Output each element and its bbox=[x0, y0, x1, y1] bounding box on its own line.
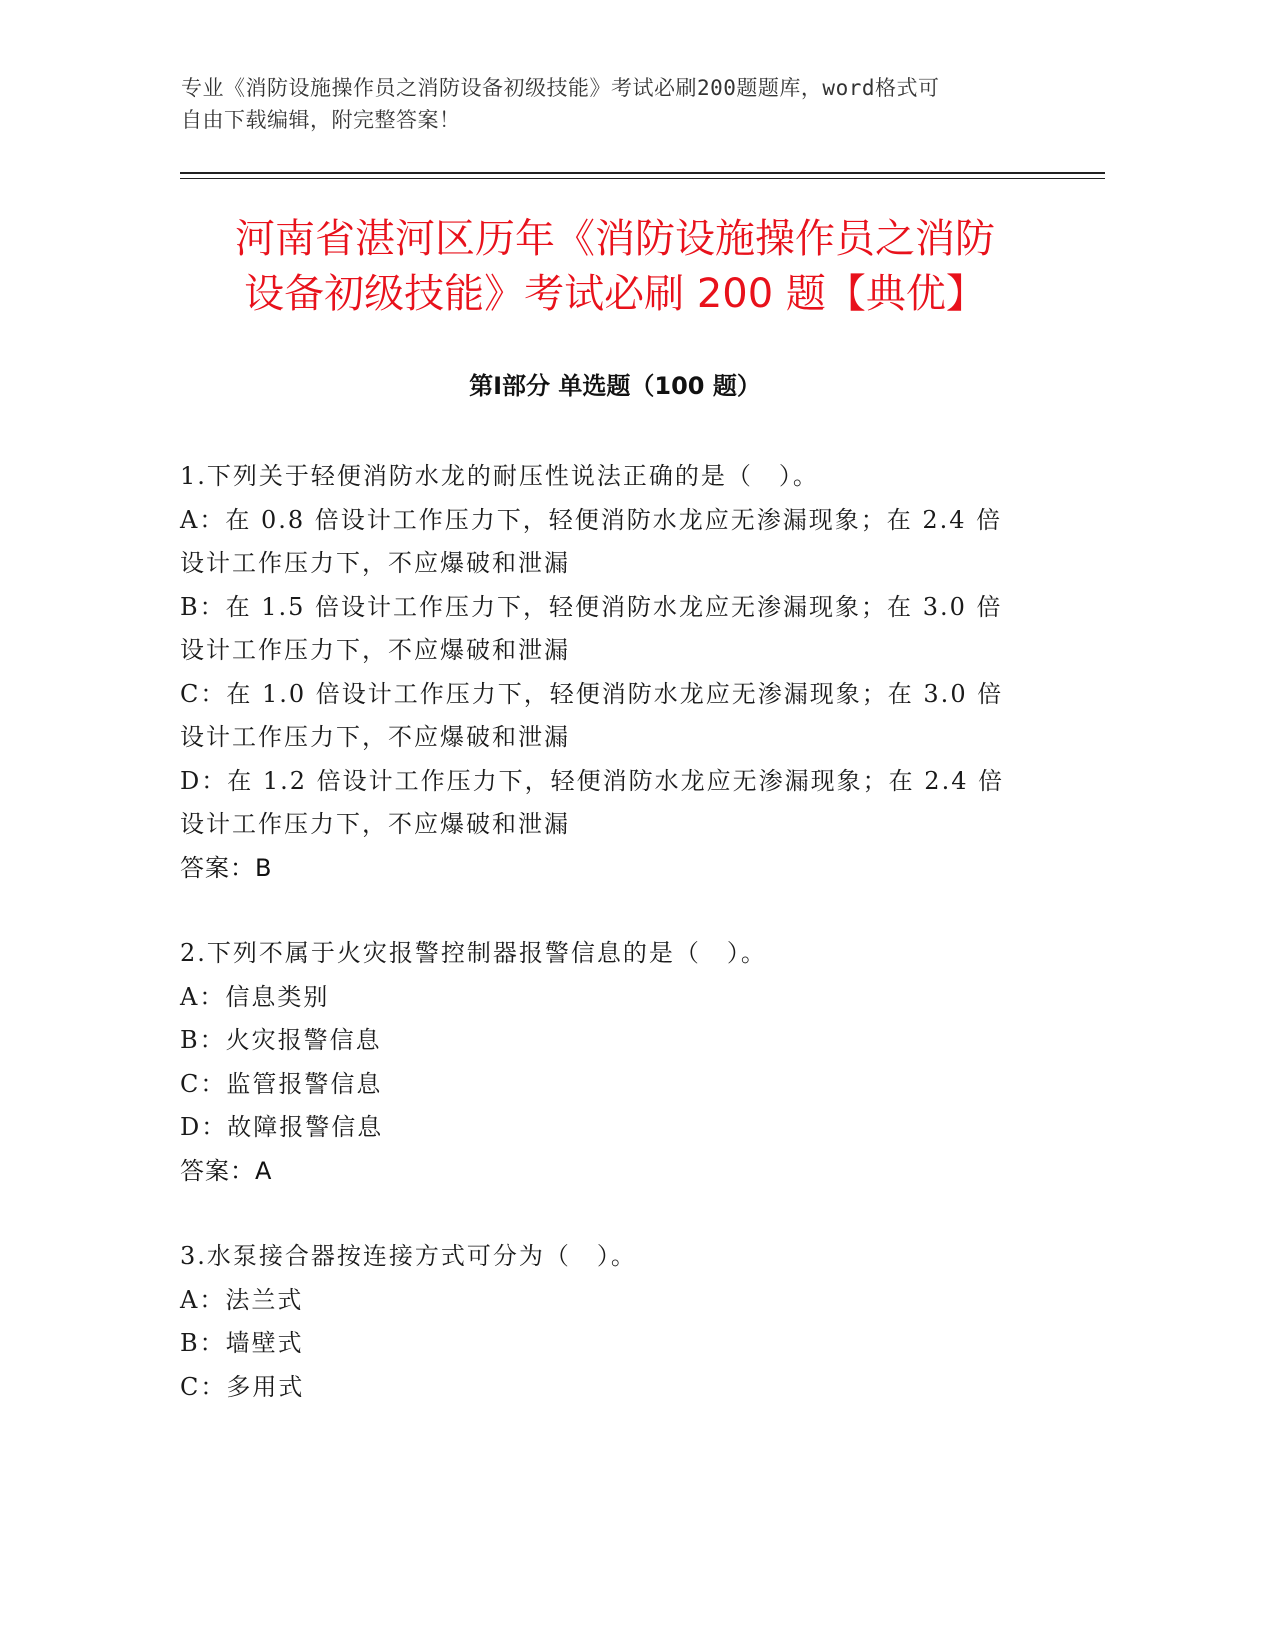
document-title-line: 设备初级技能》考试必刷 200 题【典优】 bbox=[244, 271, 986, 317]
option-b: B：墙壁式 bbox=[180, 1329, 304, 1357]
option-b: B：在 1.5 倍设计工作压力下，轻便消防水龙应无渗漏现象；在 3.0 倍 bbox=[180, 592, 1003, 621]
option-a-continued: 设计工作压力下，不应爆破和泄漏 bbox=[180, 549, 570, 577]
option-a: A：信息类别 bbox=[180, 982, 330, 1011]
question-item bbox=[180, 932, 1040, 1193]
document-title bbox=[180, 212, 1050, 322]
answer-label: 答案：A bbox=[180, 1156, 273, 1185]
question-item bbox=[180, 455, 1040, 890]
answer-label: 答案：B bbox=[180, 853, 273, 882]
header-note-line: 自由下载编辑，附完整答案！ bbox=[181, 108, 461, 132]
option-c: C：在 1.0 倍设计工作压力下，轻便消防水龙应无渗漏现象；在 3.0 倍 bbox=[180, 679, 1004, 708]
question-stem: 1.下列关于轻便消防水龙的耐压性说法正确的是（ ）。 bbox=[180, 462, 819, 490]
option-c: C：多用式 bbox=[180, 1372, 305, 1401]
section-title: 第Ⅰ部分 单选题（100 题） bbox=[469, 372, 761, 400]
option-b: B：火灾报警信息 bbox=[180, 1026, 382, 1054]
question-stem: 2.下列不属于火灾报警控制器报警信息的是（ ）。 bbox=[180, 939, 767, 967]
question-stem: 3.水泵接合器按连接方式可分为（ ）。 bbox=[180, 1242, 637, 1270]
option-b-continued: 设计工作压力下，不应爆破和泄漏 bbox=[180, 636, 570, 664]
option-c: C：监管报警信息 bbox=[180, 1069, 383, 1098]
option-a: A：法兰式 bbox=[180, 1285, 304, 1314]
option-d: D：故障报警信息 bbox=[180, 1113, 384, 1141]
option-d-continued: 设计工作压力下，不应爆破和泄漏 bbox=[180, 810, 570, 838]
option-a: A：在 0.8 倍设计工作压力下，轻便消防水龙应无渗漏现象；在 2.4 倍 bbox=[180, 505, 1003, 534]
question-item bbox=[180, 1235, 1040, 1409]
option-d: D：在 1.2 倍设计工作压力下，轻便消防水龙应无渗漏现象；在 2.4 倍 bbox=[180, 766, 1005, 795]
header-divider-thin bbox=[180, 178, 1105, 179]
header-note-line: 专业《消防设施操作员之消防设备初级技能》考试必刷200题题库，word格式可 bbox=[181, 76, 940, 100]
header-divider-thick bbox=[180, 172, 1105, 174]
option-c-continued: 设计工作压力下，不应爆破和泄漏 bbox=[180, 723, 570, 751]
header-note bbox=[181, 72, 1051, 136]
document-title-line: 河南省湛河区历年《消防设施操作员之消防 bbox=[235, 216, 995, 262]
question-list bbox=[180, 455, 1040, 1451]
